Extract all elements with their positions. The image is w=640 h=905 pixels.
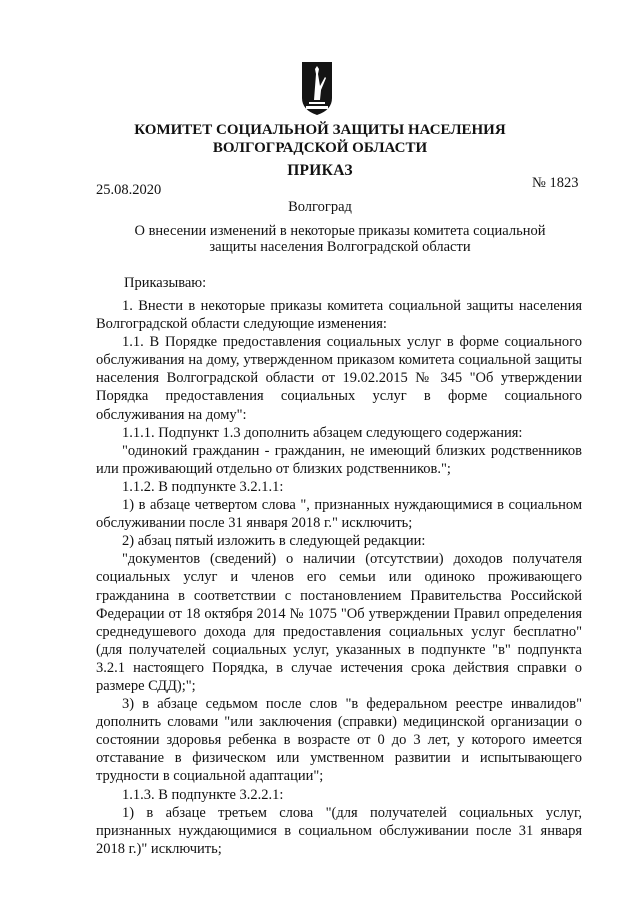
document-city: Волгоград — [288, 199, 352, 215]
paragraph-documents-income: "документов (сведений) о наличии (отсутствии) доходов получателя социальных услуг и членов его семьи или одиноко проживающего гражданина в соответствии с постановлением Правительства Российской Федерации от 18 октября 2014 № 1075 "Об утверждении Правил определения среднедушевого дохода для предоставления социальных услуг бесплатно" (для получателей социальных услуг, указанных в подпункте "в" подпункта 3.2.1 настоящего Порядка, в случае истечения срока действия справки о размере СДД);"; — [96, 551, 582, 694]
document-number: № 1823 — [532, 175, 579, 191]
paragraph-1-1-1: 1.1.1. Подпункт 1.3 дополнить абзацем следующего содержания: — [122, 424, 523, 441]
paragraph-1-1-3: 1.1.3. В подпункте 3.2.2.1: — [122, 786, 284, 803]
paragraph-1-1-3-item-1: 1) в абзаце третьем слова "(для получателей социальных услуг, признанных нуждающимися в социальном обслуживании после 31 января 2018 г.)" исключить; — [96, 804, 582, 857]
organization-name-line1: КОМИТЕТ СОЦИАЛЬНОЙ ЗАЩИТЫ НАСЕЛЕНИЯ — [134, 122, 506, 138]
document-subject-line1: О внесении изменений в некоторые приказы комитета социальной — [134, 223, 546, 239]
document-subject-line2: защиты населения Волгоградской области — [209, 239, 471, 255]
paragraph-1: 1. Внести в некоторые приказы комитета социальной защиты населения Волгоградской области следующие изменения: — [96, 298, 582, 333]
volgograd-coat-of-arms-icon — [300, 60, 334, 116]
document-body — [96, 297, 582, 858]
paragraph-1-1-2-item-1: 1) в абзаце четвертом слова ", признанных нуждающимися в социальном обслуживании после 31 января 2018 г." исключить; — [96, 497, 582, 532]
organization-name-line2: ВОЛГОГРАДСКОЙ ОБЛАСТИ — [212, 140, 428, 156]
paragraph-1-1-2-item-2: 2) абзац пятый изложить в следующей редакции: — [122, 533, 426, 550]
order-opening: Приказываю: — [124, 275, 207, 291]
document-subject — [100, 223, 580, 255]
paragraph-lonely-citizen-definition: "одинокий гражданин - гражданин, не имеющий близких родственников или проживающий отдельно от близких родственников."; — [96, 442, 582, 477]
document-type-title: ПРИКАЗ — [287, 162, 353, 179]
document-date: 25.08.2020 — [96, 182, 162, 198]
paragraph-1-1: 1.1. В Порядке предоставления социальных услуг в форме социального обслуживания на дому, утвержденном приказом комитета социальной защиты населения Волгоградской области от 19.02.2015 № 345 "Об утверждении Порядка предоставления социальных услуг в форме социального обслуживания на дому": — [96, 334, 582, 423]
paragraph-1-1-2: 1.1.2. В подпункте 3.2.1.1: — [122, 478, 284, 495]
organization-name — [0, 121, 640, 157]
paragraph-1-1-2-item-3: 3) в абзаце седьмом после слов "в федеральном реестре инвалидов" дополнить словами "или заключения (справки) медицинской организации о состоянии здоровья ребенка в возрасте от 0 до 3 лет, у которого имеется отставание в физическом или умственном развитии и испытывающего трудности в социальной адаптации"; — [96, 696, 582, 785]
